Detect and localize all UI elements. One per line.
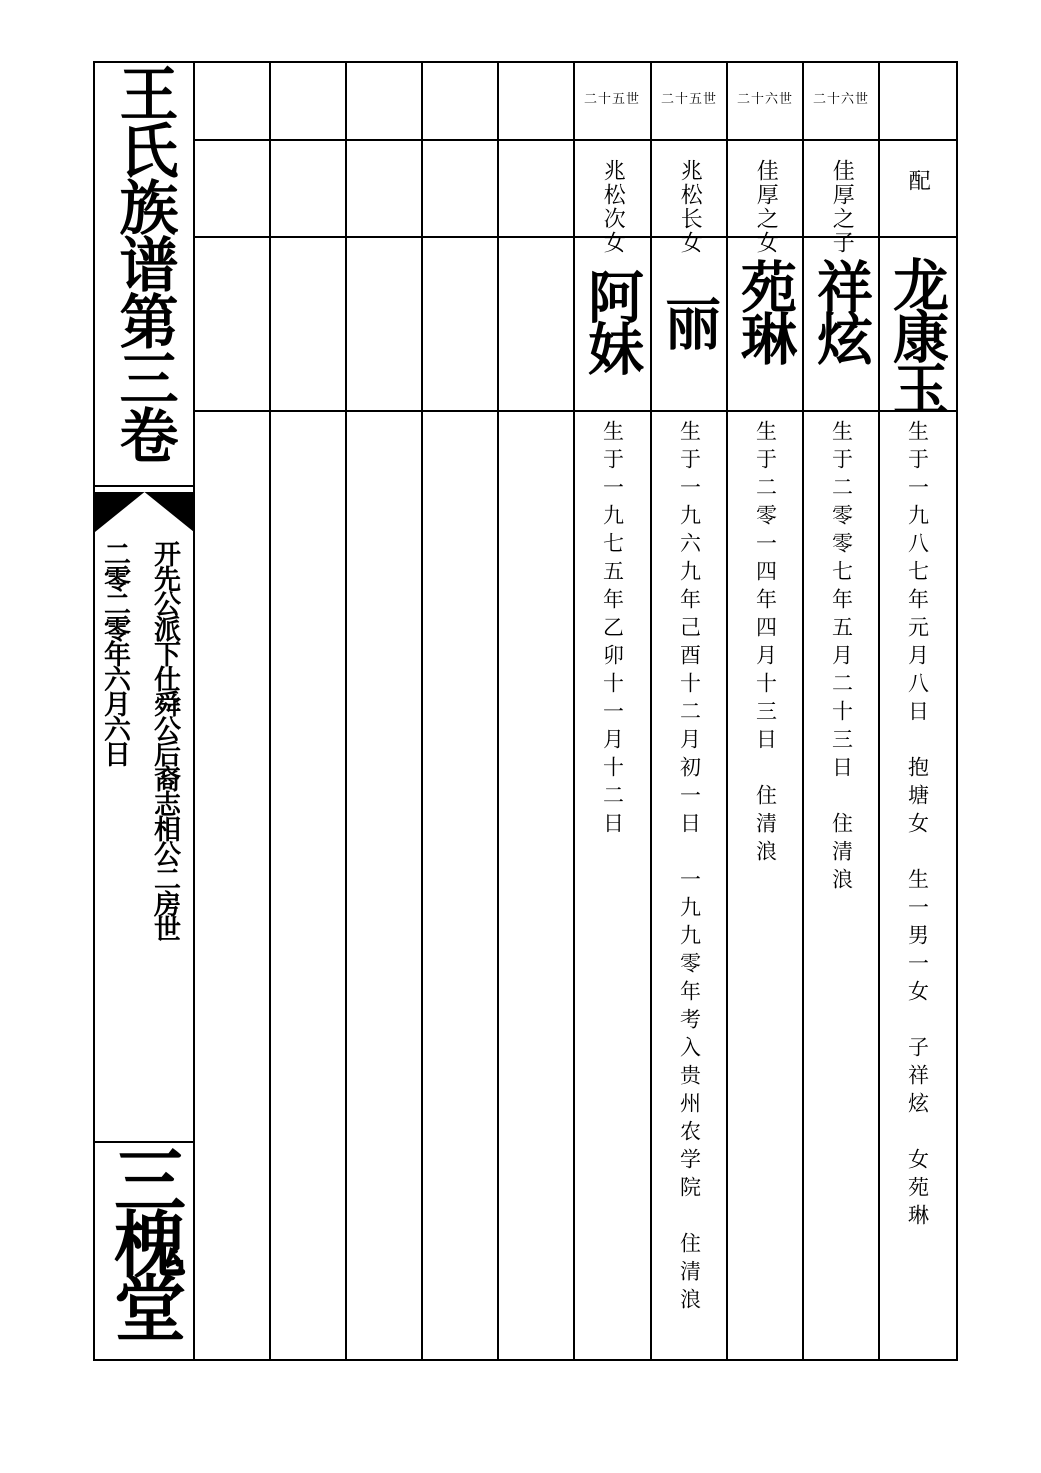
fishtail-ornament (95, 492, 194, 532)
biography-text: 生于一九七五年乙卯十一月十二日 (600, 420, 625, 840)
generation-label: 二十五世 (583, 92, 640, 107)
column-divider (421, 61, 423, 1361)
entry-column (652, 63, 726, 1359)
column-divider (497, 61, 499, 1361)
hall-name: 三槐堂 (102, 1143, 187, 1335)
entry-column (880, 63, 954, 1359)
person-name: 丽 (656, 295, 722, 347)
hall-block (95, 1143, 193, 1359)
relation-label: 佳厚之子 (829, 159, 855, 255)
column-divider (345, 61, 347, 1361)
entry-column (575, 63, 649, 1359)
biography-text: 生于一九八七年元月八日 抱塘女 生一男一女 子祥炫 女苑琳 (905, 420, 930, 1232)
entry-column (728, 63, 802, 1359)
book-title: 王氏族谱第三卷 (109, 63, 179, 462)
generation-label: 二十六世 (736, 92, 793, 107)
entry-column (804, 63, 878, 1359)
person-name: 阿妹 (579, 268, 645, 372)
column-divider (269, 61, 271, 1361)
lineage-subtitle: 开先公派下仕舜公后裔志相公二房世 (149, 540, 180, 940)
relation-label: 兆松长女 (677, 159, 703, 255)
relation-label: 配 (905, 169, 931, 193)
person-name: 苑琳 (732, 258, 798, 362)
biography-text: 生于二零一四年四月十三日 住清浪 (753, 420, 778, 868)
relation-label: 兆松次女 (600, 159, 626, 255)
generation-label: 二十五世 (660, 92, 717, 107)
relation-label: 佳厚之女 (753, 159, 779, 255)
title-block (95, 63, 193, 488)
biography-text: 生于一九六九年己酉十二月初一日 一九九零年考入贵州农学院 住清浪 (677, 420, 702, 1316)
person-name: 龙康玉 (884, 256, 950, 412)
generation-label: 二十六世 (812, 92, 869, 107)
column-divider (193, 61, 195, 1361)
edition-date: 二零二零年六月六日 (99, 540, 130, 765)
biography-text: 生于二零零七年五月二十三日 住清浪 (829, 420, 854, 896)
title-rule (95, 485, 194, 487)
person-name: 祥炫 (808, 258, 874, 362)
